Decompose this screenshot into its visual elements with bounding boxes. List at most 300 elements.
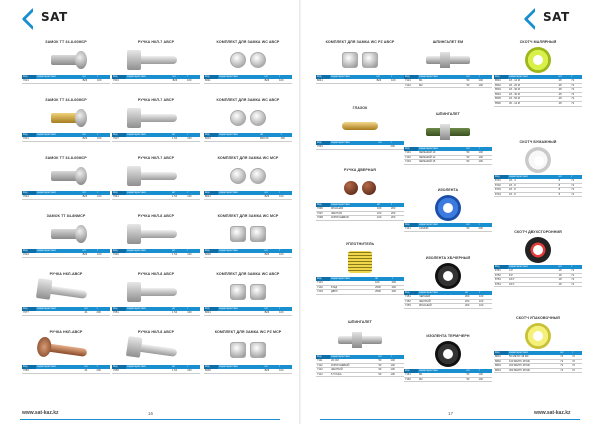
table-cell: 200 <box>478 227 492 231</box>
header-code: Код <box>112 249 126 253</box>
table-cell <box>330 145 377 149</box>
header-pack: т <box>279 133 292 137</box>
header-characteristic: характеристики <box>330 355 377 359</box>
table-cell: 18 - 50 М <box>508 97 558 102</box>
header-unit: шт <box>264 191 279 195</box>
header-code: Код <box>316 75 330 79</box>
table-cell: 24 <box>83 369 95 373</box>
product-title: УПЛОТНИТЕЛЬ <box>345 242 375 246</box>
product-title: РУЧКА ДВЕРНАЯ <box>344 168 376 172</box>
product-image <box>404 193 492 223</box>
handle-shape <box>135 288 177 296</box>
table-cell: 18 - 20 М <box>508 83 558 88</box>
header-code: Код <box>404 75 418 79</box>
header-characteristic: характеристики <box>218 191 264 195</box>
table-cell: 7122 <box>404 83 418 88</box>
table-cell: 100 <box>96 195 110 199</box>
header-characteristic: характеристики <box>418 75 465 79</box>
table-cell: 50 <box>465 377 477 382</box>
table-cell <box>218 79 264 83</box>
table-cell: ЗЕЛЕНЫЙ 15 <box>418 160 465 165</box>
tape-shape <box>525 237 551 263</box>
header-characteristic: характеристики <box>126 133 171 137</box>
product-title: РУЧКА НКЛ-7 ABCP <box>137 98 175 102</box>
header-unit: шт <box>82 133 97 137</box>
table-cell: 200 <box>391 281 404 285</box>
table-cell: 7152 <box>404 299 418 304</box>
header-characteristic: характеристики <box>218 307 264 311</box>
page-number-right: 17 <box>448 411 454 416</box>
table-cell: 200 <box>464 295 478 299</box>
product-table <box>112 249 200 258</box>
table-cell: 72 <box>571 355 582 359</box>
header-unit: шт <box>377 355 389 359</box>
table-cell: 50 <box>465 160 477 165</box>
table-cell: 7077 <box>22 311 36 315</box>
header-pack: т <box>186 191 200 195</box>
table-cell: 100 <box>390 79 404 83</box>
header-pack: т <box>570 175 582 179</box>
table-row <box>22 369 110 373</box>
product-card <box>316 168 404 221</box>
product-table <box>316 277 404 295</box>
product-card <box>112 272 200 316</box>
table-cell <box>218 311 264 315</box>
table-cell: 50 <box>377 363 389 368</box>
table-cell: 8754 <box>494 282 508 287</box>
header-code: Код <box>494 175 508 179</box>
rose-set-shape <box>230 168 266 184</box>
product-image <box>316 111 404 141</box>
table-cell <box>36 253 82 257</box>
header-unit: шт <box>377 141 389 145</box>
table-row <box>204 369 292 373</box>
header-code: Код <box>494 75 508 79</box>
product-image <box>404 117 492 147</box>
header-unit: шт <box>465 147 477 151</box>
product-image <box>22 45 110 75</box>
table-row <box>22 253 110 257</box>
logo-text: SAT <box>41 10 68 24</box>
table-cell: 4 Р <box>508 269 558 273</box>
table-cell: 72 <box>570 188 582 193</box>
product-card <box>494 140 582 197</box>
table-cell: M1 <box>418 79 465 83</box>
table-cell: 50 <box>465 373 477 377</box>
table-cell: B26 <box>264 369 279 373</box>
table-cell <box>330 79 376 83</box>
table-cell: 18 Р <box>508 282 558 287</box>
table-cell: 50 <box>465 151 477 155</box>
table-cell: 7056 <box>112 369 126 373</box>
table-cell: 72 <box>570 179 582 183</box>
table-cell: 8041 <box>316 79 330 83</box>
header-unit: шт <box>264 307 279 311</box>
table-row <box>404 304 492 309</box>
table-cell: 36 - 14 М <box>508 101 558 106</box>
table-cell: 2500 <box>374 285 391 290</box>
product-image <box>404 261 492 291</box>
product-image <box>404 339 492 369</box>
table-cell: 100 <box>278 311 292 315</box>
product-card <box>404 256 492 309</box>
table-cell: 72 <box>559 368 571 373</box>
table-cell: 100 МЕТР/ 48 МК <box>508 359 559 364</box>
product-title: ЗАМОК ТТ 84-8NMCP <box>46 214 86 218</box>
table-cell: 50 <box>465 155 477 160</box>
table-cell: 100 <box>186 137 200 141</box>
table-cell: 7037 <box>112 137 126 141</box>
header-characteristic: характеристики <box>508 351 559 355</box>
table-row <box>112 253 200 257</box>
table-cell: 7114 <box>316 372 330 377</box>
product-table <box>316 141 404 150</box>
product-table <box>22 307 110 316</box>
product-title: КОМПЛЕКТ ДЛЯ ЗАМКА WC ABCP <box>216 98 280 102</box>
product-card <box>22 330 110 374</box>
table-cell: 7041 <box>112 195 126 199</box>
table-cell: B26 <box>82 195 97 199</box>
product-title: РУЧКА НКЛ-7 ABCP <box>137 156 175 160</box>
product-card <box>112 98 200 142</box>
table-cell: 200 <box>390 211 404 216</box>
table-cell: 2500 <box>374 290 391 295</box>
product-image <box>112 45 200 75</box>
rose-set-shape <box>230 284 266 300</box>
table-cell: 72 <box>570 183 582 188</box>
product-card <box>22 272 110 316</box>
header-characteristic: характеристики <box>418 223 465 227</box>
table-cell: 72 <box>570 88 582 93</box>
table-cell: 100 <box>390 363 404 368</box>
table-row <box>112 137 200 141</box>
table-cell: 18 - 8 <box>508 188 558 193</box>
product-card <box>204 156 292 200</box>
table-cell: 7096 <box>316 207 330 211</box>
header-characteristic: характеристики <box>36 365 83 369</box>
table-row <box>204 311 292 315</box>
header-characteristic: характеристики <box>330 203 376 207</box>
header-code: Код <box>316 355 330 359</box>
tape-shape <box>435 195 461 221</box>
table-cell: 7021 <box>22 79 36 83</box>
table-cell: 7133 <box>404 160 418 165</box>
header-code: Код <box>22 365 36 369</box>
product-title: КОМПЛЕКТ ДЛЯ ЗАМКА WC MCP <box>217 156 279 160</box>
product-table <box>494 175 582 197</box>
table-cell: 100 <box>478 377 492 382</box>
product-card <box>204 330 292 374</box>
product-card <box>22 214 110 258</box>
product-table <box>22 365 110 374</box>
table-cell: 100 <box>478 160 492 165</box>
table-cell: 200 <box>390 145 404 149</box>
header-unit: шт <box>264 249 279 253</box>
table-cell <box>126 195 171 199</box>
product-title: РУЧКА НКЛ-7 ABCP <box>137 40 175 44</box>
product-table <box>204 365 292 374</box>
header-characteristic: характеристики <box>126 191 171 195</box>
tape-shape <box>525 147 551 173</box>
header-pack: т <box>278 75 292 79</box>
product-image <box>112 335 200 365</box>
header-unit: шт <box>171 133 186 137</box>
header-pack: т <box>186 365 200 369</box>
handle-shape <box>135 172 177 180</box>
product-image <box>204 335 292 365</box>
table-cell: 8503 <box>494 88 508 93</box>
table-cell: B26 <box>82 137 97 141</box>
product-card <box>404 334 492 382</box>
table-cell: 18 - 4 <box>508 179 558 183</box>
table-row <box>22 137 110 141</box>
header-code: Код <box>316 141 330 145</box>
table-cell: 72 <box>570 79 582 83</box>
header-code: Код <box>112 75 126 79</box>
header-code: Код <box>112 365 126 369</box>
header-unit: шт <box>558 265 571 269</box>
header-unit: шт <box>465 223 477 227</box>
rose-set-shape <box>230 110 266 126</box>
table-cell: 50 <box>377 359 389 363</box>
header-pack: т <box>390 203 404 207</box>
header-code: Код <box>112 307 126 311</box>
table-cell: 100 <box>390 372 404 377</box>
header-pack: т <box>96 249 110 253</box>
table-cell: 8506 <box>494 101 508 106</box>
table-cell: 1 54 <box>171 311 186 315</box>
header-code: Код <box>112 133 126 137</box>
header-unit: шт <box>264 365 279 369</box>
table-row <box>204 195 292 199</box>
product-table <box>204 249 292 258</box>
table-cell <box>218 369 264 373</box>
product-image <box>316 173 404 203</box>
table-cell: 5 ТОЧКА <box>330 372 377 377</box>
header-pack: т <box>570 265 582 269</box>
table-row <box>404 160 492 165</box>
header-characteristic: характеристики <box>126 307 171 311</box>
header-pack: т <box>278 365 292 369</box>
header-characteristic: характеристики <box>508 265 558 269</box>
table-cell: 72 <box>570 192 582 197</box>
table-cell: 50 <box>465 227 477 231</box>
header-code: Код <box>22 133 36 137</box>
product-image <box>112 277 200 307</box>
table-cell: 7103 <box>316 290 330 295</box>
table-cell: B26 <box>82 253 97 257</box>
table-cell: 7153 <box>404 304 418 309</box>
product-table <box>404 223 492 232</box>
product-title: СКОТЧ МАЛЯРНЫЙ <box>519 40 557 44</box>
header-characteristic: характеристики <box>36 191 82 195</box>
table-cell: 50 <box>465 83 477 88</box>
product-title: ЗАМОК ТТ 34-8-60MCP <box>45 98 87 102</box>
table-cell: 18 - 30 М <box>508 88 558 93</box>
table-cell: 100 <box>374 281 391 285</box>
table-cell: 7021 <box>22 137 36 141</box>
table-cell: 20 СМ <box>330 359 377 363</box>
rose-set-shape <box>230 226 266 242</box>
product-title: ИЗОЛЕНТА <box>437 188 459 192</box>
table-cell: B26 <box>264 311 279 315</box>
table-cell: ЗЕЛЕНЫЙ 12 <box>418 155 465 160</box>
product-table <box>204 307 292 316</box>
table-cell: ЖЕЛТЫЙ <box>330 368 377 373</box>
product-table <box>112 365 200 374</box>
table-cell: 8026 <box>204 253 218 257</box>
header-code: Код <box>204 191 218 195</box>
table-row <box>112 195 200 199</box>
product-table <box>204 191 292 200</box>
header-unit: шт <box>264 75 279 79</box>
product-title: РУЧКА НКЛ-АВСР <box>49 272 83 276</box>
table-cell: 100 <box>478 83 492 88</box>
table-cell: 200 <box>390 207 404 211</box>
product-title: РУЧКА НКЛ-8 ABCP <box>137 214 175 218</box>
table-cell: 8803 <box>494 364 508 369</box>
header-code: Код <box>316 203 330 207</box>
product-title: КОМПЛЕКТ ДЛЯ ЗАМКА WC MCP <box>217 214 279 218</box>
lock-shape <box>51 113 81 123</box>
header-pack: т <box>96 133 110 137</box>
table-cell: 72 <box>570 282 582 287</box>
table-cell: 8502 <box>494 83 508 88</box>
product-title: КОМПЛЕКТ ДЛЯ ЗАМКА WC PZ ABCP <box>325 40 395 44</box>
table-cell: 200 <box>391 290 404 295</box>
header-pack: т <box>96 191 110 195</box>
product-image <box>204 219 292 249</box>
header-pack: т <box>186 75 200 79</box>
header-unit: шт <box>259 133 279 137</box>
product-title: СКОТЧ БУМАЖНЫЙ <box>519 140 557 144</box>
product-card <box>204 272 292 316</box>
table-cell: КРАСНАЯ <box>330 207 376 211</box>
product-card <box>316 320 404 377</box>
table-row <box>112 79 200 83</box>
header-pack: т <box>478 147 492 151</box>
header-characteristic: характеристики <box>126 249 171 253</box>
table-cell: 200 <box>464 304 478 309</box>
table-cell: 7097 <box>316 211 330 216</box>
header-characteristic: характеристики <box>418 147 465 151</box>
product-table <box>204 133 292 142</box>
header-code: Код <box>204 133 218 137</box>
table-cell: 100 <box>390 368 404 373</box>
table-cell: 300 МЕТР/ 48 МК <box>508 368 559 373</box>
table-cell: 100 <box>96 137 110 141</box>
table-cell: 48 <box>558 92 571 97</box>
header-pack: т <box>278 191 292 195</box>
table-cell: B26 <box>264 253 279 257</box>
header-characteristic: характеристики <box>36 307 83 311</box>
table-cell: 8 <box>558 179 571 183</box>
table-cell: ЧЕРНЫЙ <box>418 295 464 299</box>
table-row <box>112 311 200 315</box>
header-pack: т <box>186 307 200 311</box>
header-characteristic: характеристики <box>418 291 464 295</box>
product-table <box>22 133 110 142</box>
header-unit: шт <box>464 291 478 295</box>
header-pack: т <box>390 141 404 145</box>
table-cell <box>36 369 83 373</box>
table-row <box>494 368 582 373</box>
product-table <box>112 75 200 84</box>
header-pack: т <box>186 133 200 137</box>
table-cell: 72 <box>571 364 582 369</box>
header-code: Код <box>22 249 36 253</box>
header-unit: шт <box>171 307 186 311</box>
site-url-left[interactable]: www.sat-kaz.kz <box>22 410 59 416</box>
table-cell: КОРИЧНЕВЫЙ <box>330 363 377 368</box>
page-gutter <box>299 0 301 424</box>
table-cell: ЗЕЛЕНЫЙ 10 <box>418 151 465 155</box>
table-cell: 1 54 <box>171 369 186 373</box>
table-cell: 8704 <box>494 192 508 197</box>
table-cell: 8 <box>558 192 571 197</box>
table-cell: 1 54 <box>171 253 186 257</box>
table-cell: 7102 <box>316 285 330 290</box>
header-unit: шт <box>376 75 391 79</box>
header-pack: т <box>478 75 492 79</box>
product-card <box>204 40 292 84</box>
tape-shape <box>525 323 551 349</box>
header-characteristic: характеристики <box>508 175 558 179</box>
table-cell: 7113 <box>316 368 330 373</box>
header-code: Код <box>204 307 218 311</box>
table-cell: 8 МД <box>330 285 374 290</box>
header-unit: шт <box>559 351 571 355</box>
table-cell: 8701 <box>494 179 508 183</box>
table-cell: 48 <box>558 97 571 102</box>
table-cell <box>218 137 259 141</box>
header-unit: шт <box>558 75 571 79</box>
product-title: РУЧКА НКЛ-8 ABCP <box>137 272 175 276</box>
table-cell: 100 <box>186 79 200 83</box>
header-code: Код <box>204 75 218 79</box>
table-cell: 7141 <box>404 227 418 231</box>
table-cell: ЖЕЛТАЯ <box>330 211 376 216</box>
table-cell: 24 <box>83 311 95 315</box>
header-code: Код <box>404 291 418 295</box>
table-cell: 8702 <box>494 183 508 188</box>
product-card <box>316 242 404 295</box>
table-cell: 100 <box>478 304 492 309</box>
sat-logo-icon <box>24 10 38 24</box>
product-image <box>494 321 582 351</box>
header-characteristic: характеристики <box>330 141 377 145</box>
table-cell: 18 - 14 М <box>508 79 558 83</box>
table-row <box>494 282 582 287</box>
table-cell: 8504 <box>494 92 508 97</box>
table-cell: 100 <box>278 253 292 257</box>
table-cell: 72 <box>570 273 582 278</box>
table-cell: 100 <box>376 207 390 211</box>
handle-shape <box>135 230 177 238</box>
seal-shape <box>348 251 372 273</box>
product-image <box>22 335 110 365</box>
handle-shape <box>135 343 178 357</box>
product-image <box>22 103 110 133</box>
bolt-shape <box>426 128 470 136</box>
header-pack: т <box>278 307 292 311</box>
table-cell <box>36 79 82 83</box>
header-characteristic: характеристики <box>508 75 558 79</box>
table-cell: M2 <box>418 83 465 88</box>
site-url-right[interactable]: www.sat-kaz.kz <box>534 410 571 416</box>
product-image <box>494 45 582 75</box>
table-cell: 7024 <box>22 253 36 257</box>
